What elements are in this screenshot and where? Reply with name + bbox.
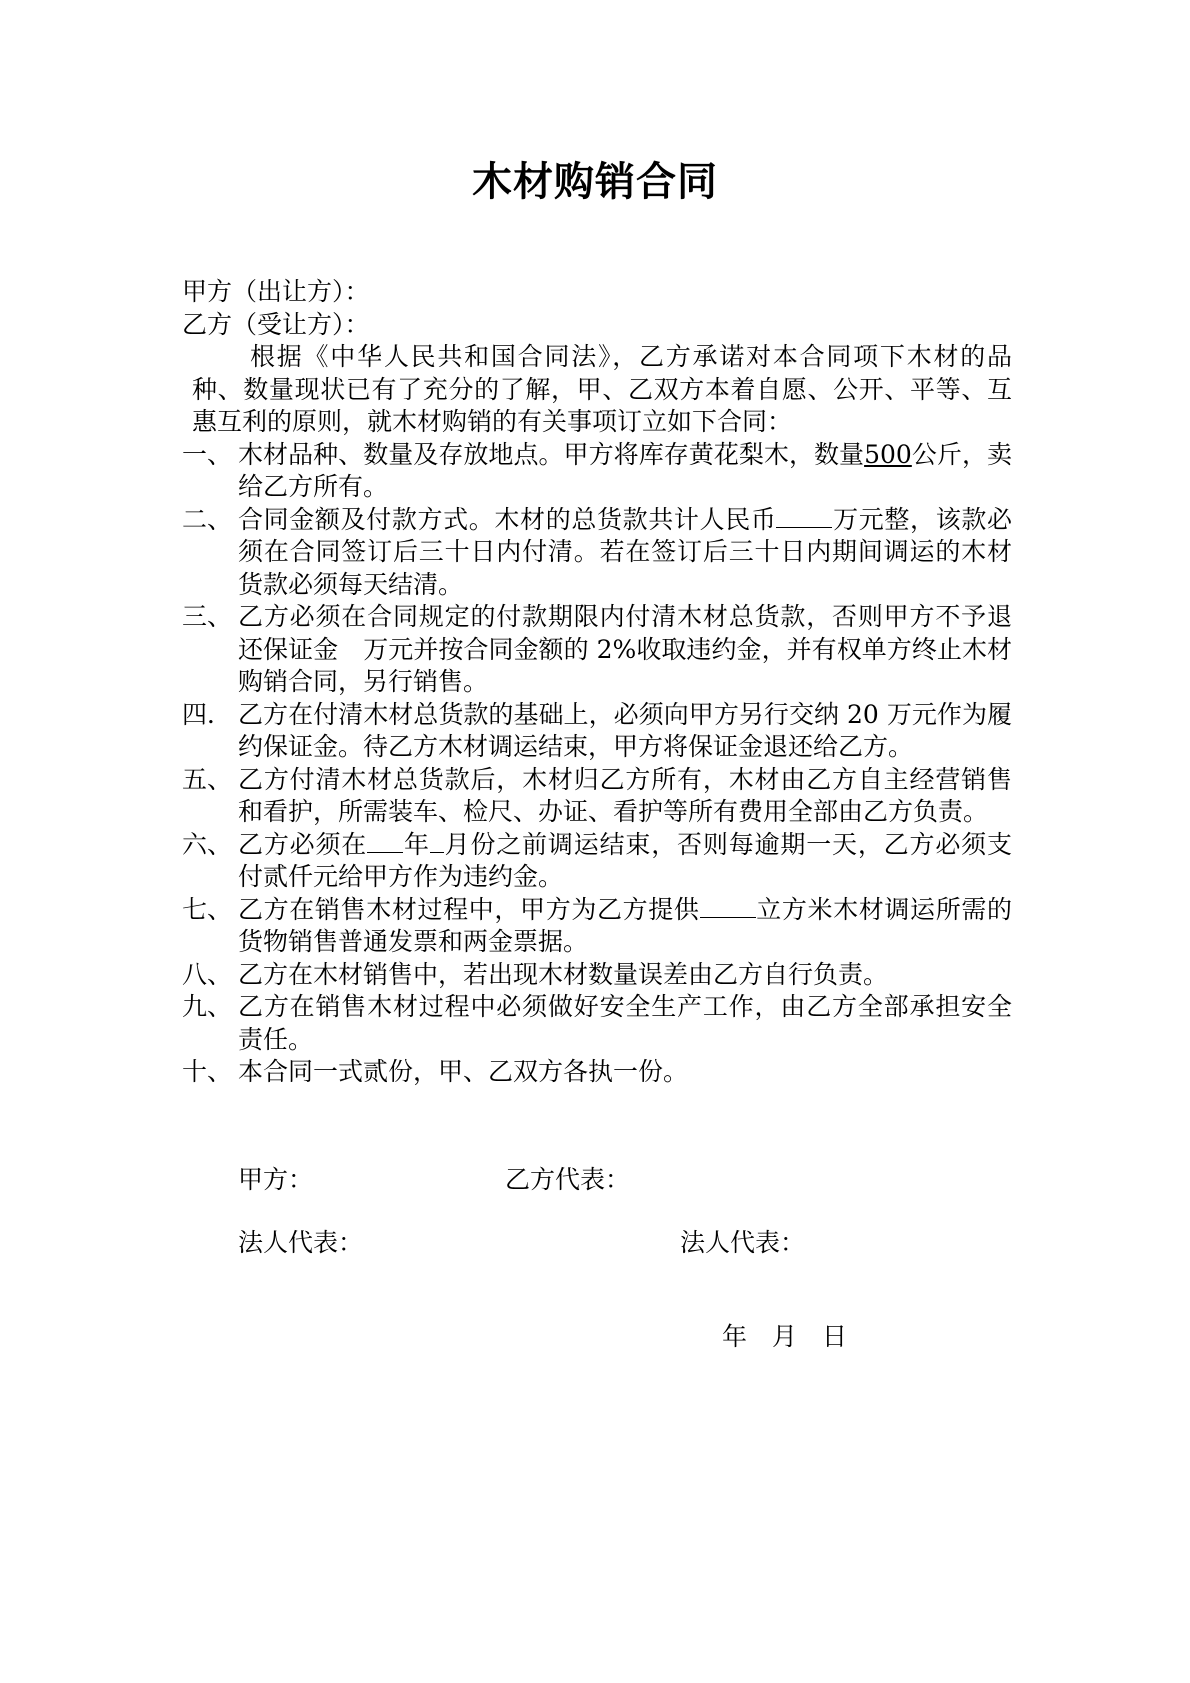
amount-blank [776,505,832,528]
clause-text: 乙方必须在 [238,829,368,859]
month-blank [430,830,444,853]
clause-8 [182,959,1012,992]
clause-number: 二、 [182,504,233,534]
quantity-value: 500 [864,439,912,469]
clause-text: 月份之前调运结束，否则每逾期一天，乙方必须支付贰仟元给甲方作为违约金。 [238,829,1012,891]
legal-representative-a-label: 法人代表： [238,1228,364,1257]
clause-10 [182,1056,1012,1089]
clause-number: 九、 [182,992,233,1021]
clause-2 [182,504,1012,602]
clause-text: 乙方付清木材总货款后，木材归乙方所有，木材由乙方自主经营销售和看护，所需装车、检尺、办证、看护等所有费用全部由乙方负责。 [238,764,1012,826]
signing-date: 年 月 日 [722,1322,848,1351]
clause-text: 木材品种、数量及存放地点。甲方将库存黄花梨木，数量 [238,439,865,469]
clause-text: 乙方在销售木材过程中，甲方为乙方提供 [238,894,700,924]
clause-number: 四． [182,699,233,729]
clause-text: 乙方必须在合同规定的付款期限内付清木材总货款，否则甲方不予退还保证金 万元并按合同金额的 2%收取违约金，并有权单方终止木材购销合同，另行销售。 [238,602,1012,696]
clause-6 [182,829,1012,894]
year-blank [367,830,403,853]
clause-5 [182,764,1012,829]
clause-number: 七、 [182,894,233,924]
clause-number: 一、 [182,439,233,469]
clause-text: 乙方在销售木材过程中必须做好安全生产工作，由乙方全部承担安全责任。 [238,992,1012,1054]
contract-body [182,276,1012,1089]
clause-text: 立方米木材调运所需的货物销售普通发票和两金票据。 [238,894,1012,956]
clause-number: 三、 [182,602,233,631]
party-b-line: 乙方（受让方）： [182,309,370,339]
clause-text: 公斤，卖给乙方所有。 [238,439,1012,501]
party-a-line: 甲方（出让方）： [182,277,370,306]
clause-1 [182,439,1012,504]
volume-blank [700,895,756,918]
clause-text: 本合同一式贰份，甲、乙双方各执一份。 [238,1057,689,1086]
intro-paragraph: 根据《中华人民共和国合同法》，乙方承诺对本合同项下木材的品种、数量现状已有了充分的了解，甲、乙双方本着自愿、公开、平等、互惠互利的原则，就木材购销的有关事项订立如下合同： [192,342,1012,436]
document-title: 木材购销合同 [472,159,718,205]
clause-text: 合同金额及付款方式。木材的总货款共计人民币 [238,504,777,534]
party-a-signature-label: 甲方： [238,1165,314,1194]
clause-3 [182,601,1012,699]
clause-9 [182,991,1012,1056]
clause-number: 六、 [182,829,233,859]
clause-7 [182,894,1012,959]
clause-text: 年 [403,829,430,859]
clause-number: 八、 [182,959,233,989]
clause-text: 乙方在付清木材总货款的基础上，必须向甲方另行交纳 20 万元作为履约保证金。待乙方木材调运结束，甲方将保证金退还给乙方。 [238,699,1012,761]
clause-4 [182,699,1012,764]
clause-number: 五、 [182,764,233,794]
clause-text: 乙方在木材销售中，若出现木材数量误差由乙方自行负责。 [238,959,889,989]
clause-text: 万元整，该款必须在合同签订后三十日内付清。若在签订后三十日内期间调运的木材货款必须每天结清。 [238,504,1012,599]
party-b-representative-label: 乙方代表： [505,1165,631,1194]
clause-number: 十、 [182,1057,233,1086]
legal-representative-b-label: 法人代表： [680,1228,806,1257]
